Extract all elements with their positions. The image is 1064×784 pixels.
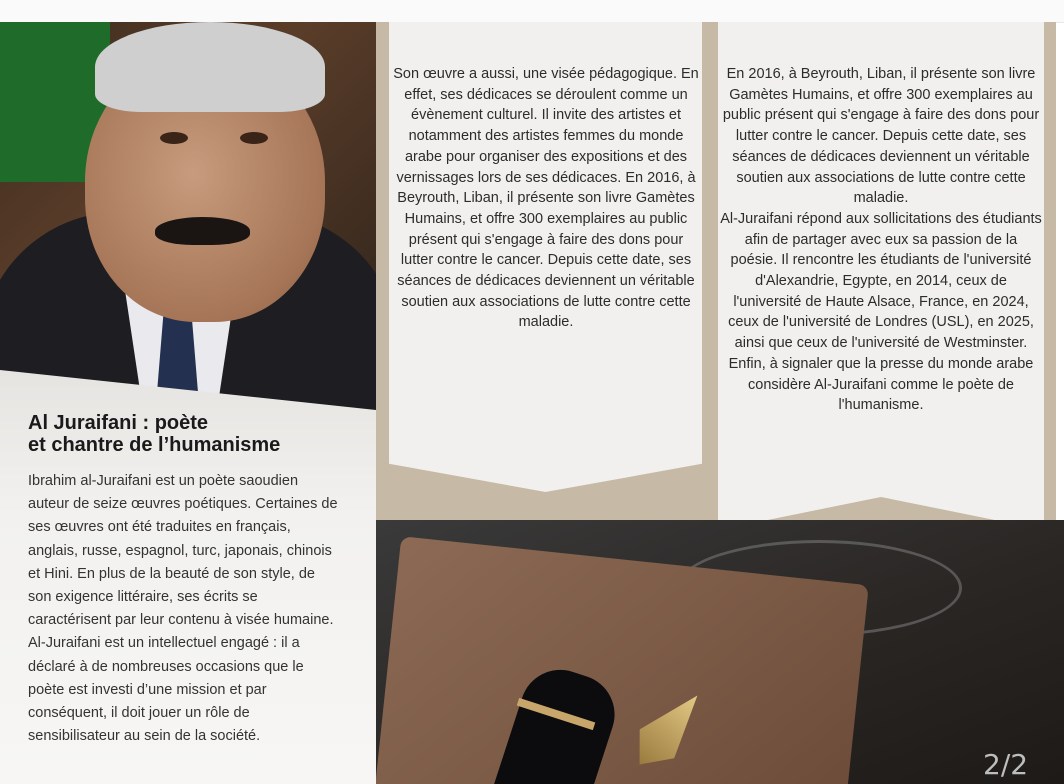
page-indicator: 2/2 xyxy=(983,748,1029,781)
column-2-text xyxy=(720,64,1042,416)
title-line-2: et chantre de l’humanisme xyxy=(28,434,281,456)
right-eye xyxy=(240,132,268,144)
column-2-paragraph-2: Al-Juraifani répond aux sollicitations des étudiants afin de partager avec eux sa passion de la poésie. Il rencontre les étudiants de l'université d'Alexandrie, Egypte, en 2014, ceux de l'université de Haute Alsace, France, en 2024, ceux de l'université de Londres (USL), en 2025, ainsi que ceux de l'université de Westminster. Enfin, à signaler que la presse du monde arabe considère Al-Juraifani comme le poète de l'humanisme. xyxy=(720,210,1042,414)
grey-hair xyxy=(95,22,325,112)
column-2-paragraph-1: En 2016, à Beyrouth, Liban, il présente son livre Gamètes Humains, et offre 300 exemplaires au public présent qui s'engage à faire des dons pour lutter contre le cancer. Depuis cette date, ses séances de dédicaces deviennent un véritable soutien aux associations de lutte contre cette maladie. xyxy=(722,66,1040,207)
article-title xyxy=(28,412,368,456)
column-1-text: Son œuvre a aussi, une visée pédagogique. En effet, ses dédicaces se déroulent comme un évènement culturel. Il invite des artistes et notamment des artistes femmes du monde arabe pour organiser des expositions et des vernissages lors de ses dédicaces. En 2016, à Beyrouth, Liban, il présente son livre Gamètes Humains, et offre 300 exemplaires au public présent qui s'engage à faire des dons pour lutter contre le cancer. Depuis cette date, ses séances de dédicaces deviennent un véritable soutien aux associations de lutte contre cette maladie. xyxy=(393,66,699,331)
pen-notebook-photo xyxy=(376,520,1064,784)
left-eye xyxy=(160,132,188,144)
mustache xyxy=(155,217,250,245)
author-portrait xyxy=(0,22,376,412)
top-bar xyxy=(0,0,1064,23)
bio-paragraph: Ibrahim al-Juraifani est un poète saoudien auteur de seize œuvres poétiques. Certaines de ses œuvres ont été traduites en français, anglais, russe, espagnol, turc, japonais, chinois et Hini. En plus de la beauté de son style, de son exigence littéraire, ses écrits se caractérisent par leur contenu à visée humaine. Al-Juraifani est un intellectuel engagé : il a déclaré à de nombreuses occasions que le poète est investi d’une mission et par conséquent, il doit jouer un rôle de sensibilisateur au sein de la société. xyxy=(28,473,338,745)
title-line-1: Al Juraifani : poète xyxy=(28,412,209,434)
